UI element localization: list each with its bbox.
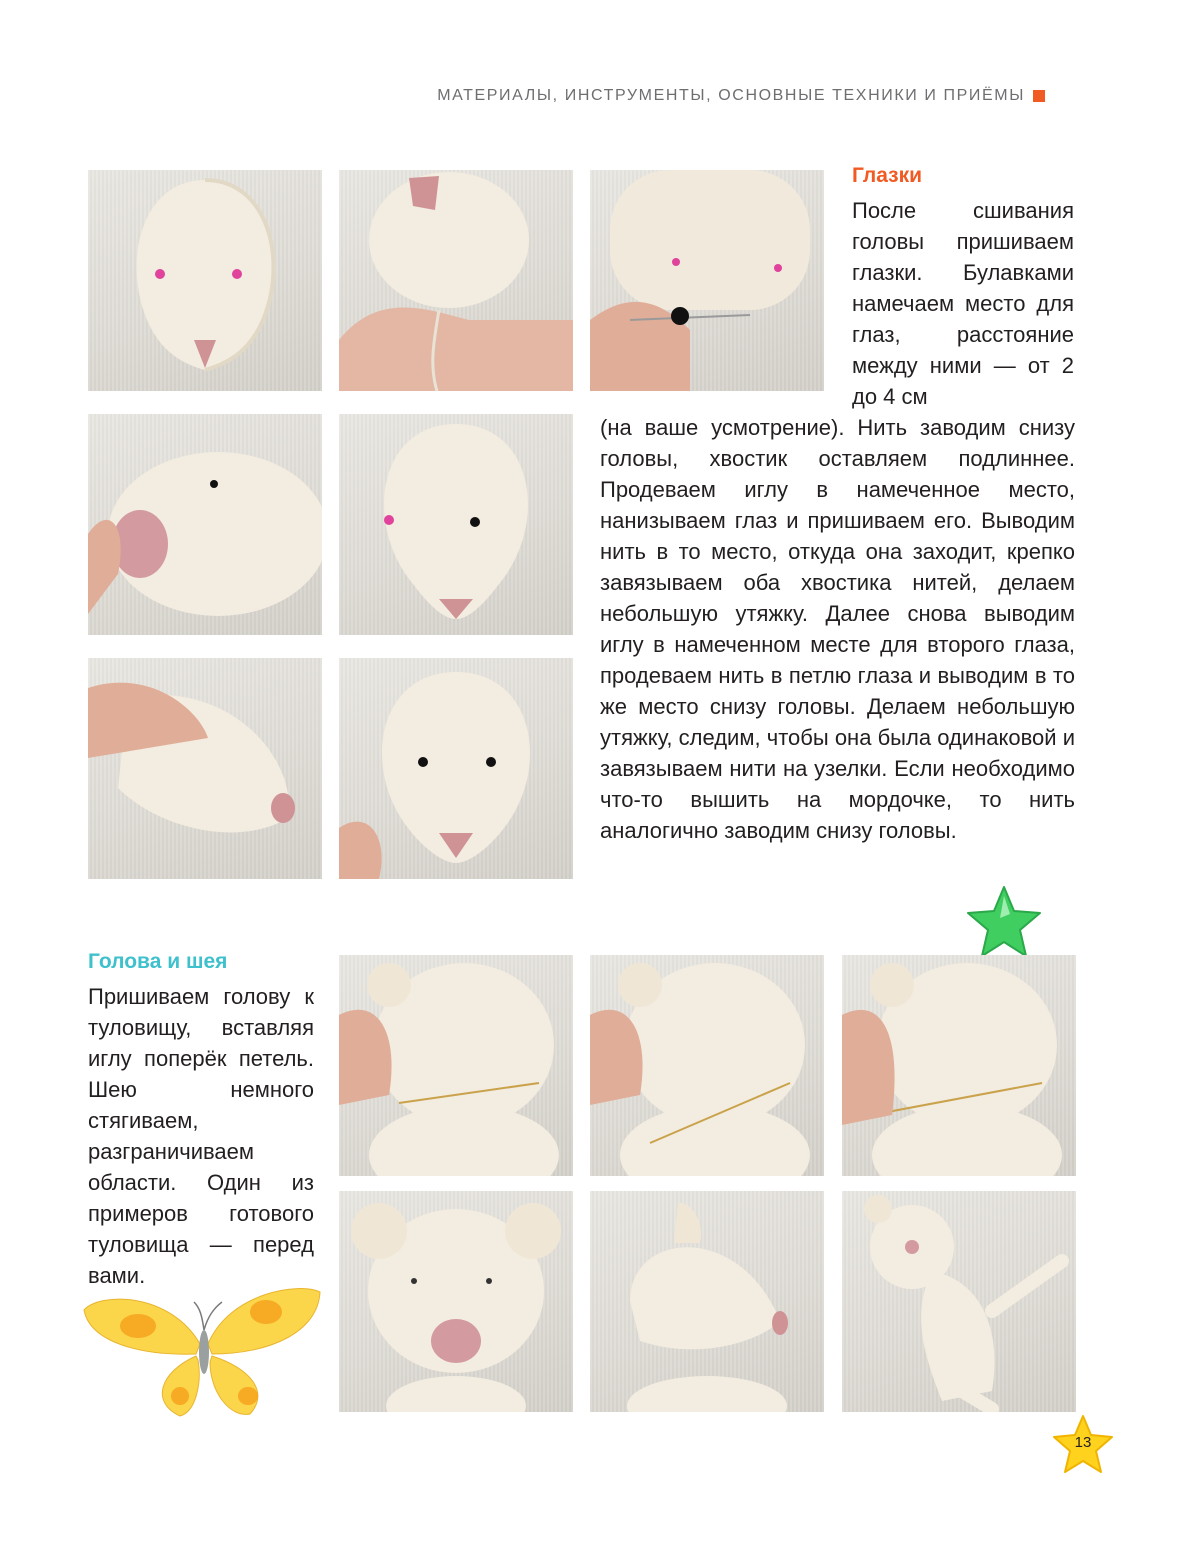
photo-eyes-step-5 <box>339 414 573 635</box>
photo-eyes-step-6 <box>88 658 322 879</box>
neck-text: Пришиваем голову к туловищу, вставляя иглу поперёк петель. Шею немного стягиваем, разграничиваем области. Один из примеров готового туловища — перед вами. <box>88 984 314 1288</box>
photo-eyes-step-7 <box>339 658 573 879</box>
photo-eyes-step-4 <box>88 414 322 635</box>
needle-bead-eye-image <box>590 170 824 391</box>
page-number: 13 <box>1074 1434 1092 1451</box>
head-side-view-image <box>88 414 322 635</box>
photo-eyes-step-1 <box>88 170 322 391</box>
butterfly-illustration <box>80 1272 326 1420</box>
photo-neck-step-3 <box>842 955 1076 1176</box>
photo-neck-step-6 <box>842 1191 1076 1412</box>
hand-holding-head-image <box>339 170 573 391</box>
photo-neck-step-1 <box>339 955 573 1176</box>
finished-face-image <box>339 658 573 879</box>
running-header <box>437 87 1045 105</box>
section-title: МАТЕРИАЛЫ, ИНСТРУМЕНТЫ, ОСНОВНЫЕ ТЕХНИКИ И ПРИЁМЫ <box>437 87 1025 104</box>
photo-neck-step-2 <box>590 955 824 1176</box>
eyes-heading: Глазки <box>852 164 922 187</box>
neck-heading: Голова и шея <box>88 950 228 973</box>
photo-neck-step-4 <box>339 1191 573 1412</box>
finished-mouse-body-image <box>842 1191 1076 1412</box>
photo-neck-step-5 <box>590 1191 824 1412</box>
eyes-text-narrow: После сшивания головы пришиваем глазки. Булавками намечаем место для глаз, расстояние между ними — от 2 до 4 см <box>852 198 1074 409</box>
photo-eyes-step-3 <box>590 170 824 391</box>
needle-through-neck-image <box>842 955 1076 1176</box>
green-star-icon <box>964 884 1044 960</box>
orange-square-marker <box>1033 90 1045 102</box>
needle-through-neck-image <box>590 955 824 1176</box>
mouse-head-front-image <box>339 1191 573 1412</box>
eyes-text-wide: (на ваше усмотрение). Нить заводим снизу головы, хвостик оставляем подлиннее. Продеваем иглу в намеченное место, нанизываем глаз и пришиваем его. Выводим нить в то место, откуда она заходит, крепко завязываем оба хвостика нитей, делаем небольшую утяжку. Далее снова выводим иглу в намеченном месте для второго глаза, продеваем нить в петлю глаза и выводим в то же место снизу головы. Делаем небольшую утяжку, следим, чтобы она была одинаковой и завязываем нити на узелки. Если необходимо что-то вышить на мордочке, то нить аналогично заводим снизу головы. <box>600 415 1075 843</box>
photo-eyes-step-2 <box>339 170 573 391</box>
knitted-mouse-head-image <box>88 170 322 391</box>
needle-through-neck-image <box>339 955 573 1176</box>
head-one-eye-image <box>339 414 573 635</box>
mouse-head-profile-image <box>590 1191 824 1412</box>
tightening-thread-image <box>88 658 322 879</box>
